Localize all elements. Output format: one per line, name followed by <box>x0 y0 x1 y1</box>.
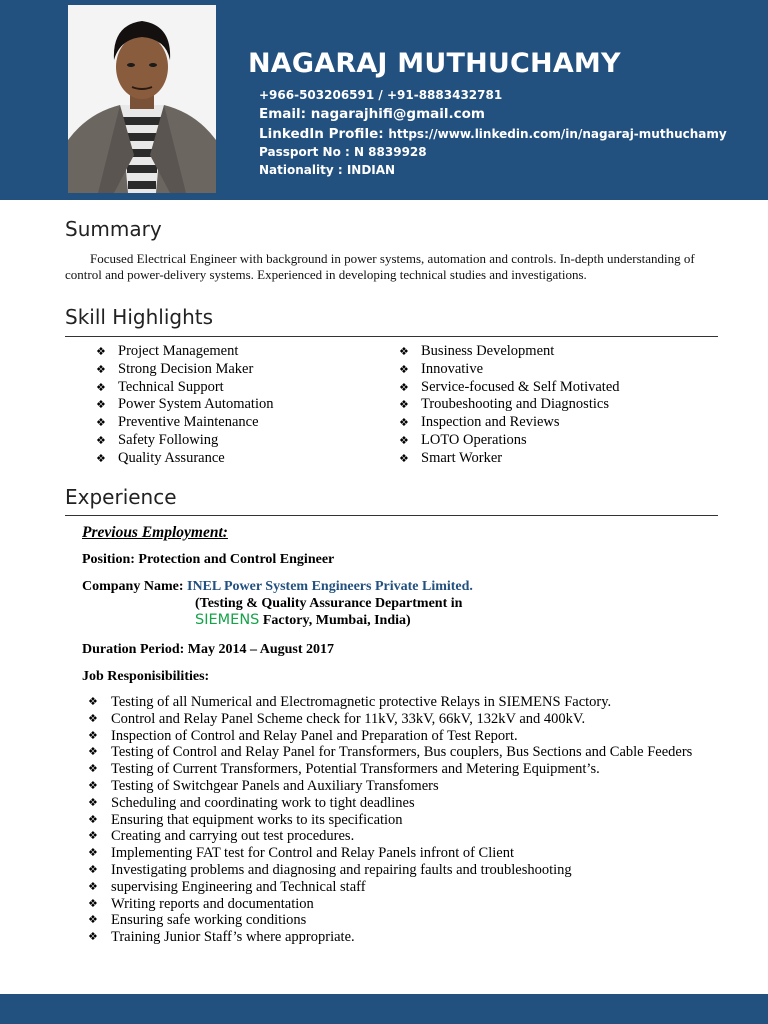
diamond-bullet-icon: ❖ <box>96 451 106 465</box>
list-item: ❖ Troubeshooting and Diagnostics <box>399 396 609 413</box>
list-item: ❖ Investigating problems and diagnosing and repairing faults and troubleshooting <box>88 861 572 878</box>
list-item: ❖ LOTO Operations <box>399 431 527 448</box>
email-link[interactable]: nagarajhifi@gmail.com <box>310 106 485 122</box>
department-line: (Testing & Quality Assurance Department in <box>195 596 463 611</box>
responsibilities-label: Job Responisibilities: <box>82 669 210 684</box>
diamond-bullet-icon: ❖ <box>399 380 409 394</box>
list-item: ❖ Safety Following <box>96 431 219 448</box>
list-item: ❖ Innovative <box>399 360 484 377</box>
diamond-bullet-icon: ❖ <box>399 345 409 358</box>
list-item: ❖ Strong Decision Maker <box>96 360 254 377</box>
candidate-name: NAGARAJ MUTHUCHAMY <box>248 48 621 79</box>
duration-line: Duration Period: May 2014 – August 2017 <box>82 642 334 657</box>
nationality: Nationality : INDIAN <box>259 163 396 177</box>
diamond-bullet-icon: ❖ <box>88 812 98 826</box>
list-item: ❖ Technical Support <box>96 378 224 395</box>
summary-heading: Summary <box>65 217 162 241</box>
company-label: Company Name: <box>82 579 187 594</box>
diamond-bullet-icon: ❖ <box>88 728 98 742</box>
list-item: ❖ Project Management <box>96 343 239 359</box>
list-item: ❖ Power System Automation <box>96 396 274 413</box>
list-item: ❖ Testing of Current Transformers, Potential Transformers and Metering Equipment’s. <box>88 761 600 778</box>
diamond-bullet-icon: ❖ <box>88 778 98 792</box>
skills-divider <box>65 336 718 337</box>
list-item: ❖ Testing of Control and Relay Panel for Transformers, Bus couplers, Bus Sections and Cable Feeders <box>88 744 693 761</box>
list-item: ❖ Implementing FAT test for Control and Relay Panels infront of Client <box>88 845 514 862</box>
experience-heading: Experience <box>65 485 177 509</box>
diamond-bullet-icon: ❖ <box>96 433 106 447</box>
list-item: ❖ Creating and carrying out test procedures. <box>88 828 355 845</box>
linkedin-link[interactable]: https://www.linkedin.com/in/nagaraj-muthuchamy <box>388 127 727 141</box>
diamond-bullet-icon: ❖ <box>88 711 98 725</box>
list-item: ❖ Writing reports and documentation <box>88 895 314 912</box>
experience-divider <box>65 515 718 516</box>
diamond-bullet-icon: ❖ <box>88 879 98 893</box>
siemens-text: SIEMENS <box>195 612 260 628</box>
linkedin-line <box>259 126 727 142</box>
diamond-bullet-icon: ❖ <box>88 745 98 759</box>
skills-heading: Skill Highlights <box>65 305 214 329</box>
list-item: ❖ Business Development <box>399 343 555 359</box>
list-item: ❖ Quality Assurance <box>96 449 225 466</box>
diamond-bullet-icon: ❖ <box>88 795 98 809</box>
passport-number: Passport No : N 8839928 <box>259 145 427 159</box>
list-item: ❖ Ensuring that equipment works to its specification <box>88 811 403 828</box>
diamond-bullet-icon: ❖ <box>96 362 106 376</box>
diamond-bullet-icon: ❖ <box>96 398 106 412</box>
previous-employment-label: Previous Employment: <box>82 524 228 541</box>
list-item: ❖ Scheduling and coordinating work to tight deadlines <box>88 794 415 811</box>
skills-list-left <box>96 343 273 468</box>
company-name: INEL Power System Engineers Private Limited. <box>187 579 473 594</box>
position-line: Position: Protection and Control Engineer <box>82 552 335 567</box>
list-item: ❖ Control and Relay Panel Scheme check for 11kV, 33kV, 66kV, 132kV and 400kV. <box>88 710 586 727</box>
linkedin-label: LinkedIn Profile: <box>259 126 389 142</box>
factory-line <box>195 612 411 629</box>
profile-photo <box>68 5 216 193</box>
list-item: ❖ Inspection and Reviews <box>399 414 560 431</box>
diamond-bullet-icon: ❖ <box>88 913 98 927</box>
factory-text: Factory, Mumbai, India) <box>259 613 411 628</box>
diamond-bullet-icon: ❖ <box>88 846 98 860</box>
list-item: ❖ Preventive Maintenance <box>96 414 259 431</box>
diamond-bullet-icon: ❖ <box>399 416 409 430</box>
diamond-bullet-icon: ❖ <box>399 433 409 447</box>
skills-list-right <box>399 343 620 468</box>
footer-banner <box>0 994 768 1024</box>
list-item: ❖ Service-focused & Self Motivated <box>399 378 620 395</box>
list-item: ❖ Testing of all Numerical and Electromagnetic protective Relays in SIEMENS Factory. <box>88 694 612 710</box>
diamond-bullet-icon: ❖ <box>88 762 98 776</box>
list-item: ❖ Testing of Switchgear Panels and Auxiliary Transfomers <box>88 777 439 794</box>
diamond-bullet-icon: ❖ <box>399 398 409 412</box>
diamond-bullet-icon: ❖ <box>399 362 409 376</box>
email-line <box>259 106 485 122</box>
company-line <box>82 579 473 595</box>
email-label: Email: <box>259 106 311 122</box>
list-item: ❖ Inspection of Control and Relay Panel and Preparation of Test Report. <box>88 727 518 744</box>
list-item: ❖ supervising Engineering and Technical staff <box>88 878 366 895</box>
list-item: ❖ Training Junior Staff’s where appropriate. <box>88 929 355 946</box>
diamond-bullet-icon: ❖ <box>88 930 98 944</box>
phone-number: +966-503206591 / +91-8883432781 <box>259 88 503 102</box>
diamond-bullet-icon: ❖ <box>96 380 106 394</box>
diamond-bullet-icon: ❖ <box>96 416 106 430</box>
diamond-bullet-icon: ❖ <box>88 896 98 910</box>
diamond-bullet-icon: ❖ <box>399 451 409 465</box>
list-item: ❖ Ensuring safe working conditions <box>88 912 307 929</box>
diamond-bullet-icon: ❖ <box>88 829 98 843</box>
responsibilities-list <box>88 694 708 946</box>
summary-text: Focused Electrical Engineer with background in power systems, automation and controls. In-depth understanding of control and power-delivery systems. Experienced in developing technical studies and investigations. <box>65 251 695 282</box>
header-banner <box>0 0 768 200</box>
diamond-bullet-icon: ❖ <box>88 862 98 876</box>
diamond-bullet-icon: ❖ <box>96 345 106 358</box>
diamond-bullet-icon: ❖ <box>88 695 98 708</box>
list-item: ❖ Smart Worker <box>399 449 503 466</box>
